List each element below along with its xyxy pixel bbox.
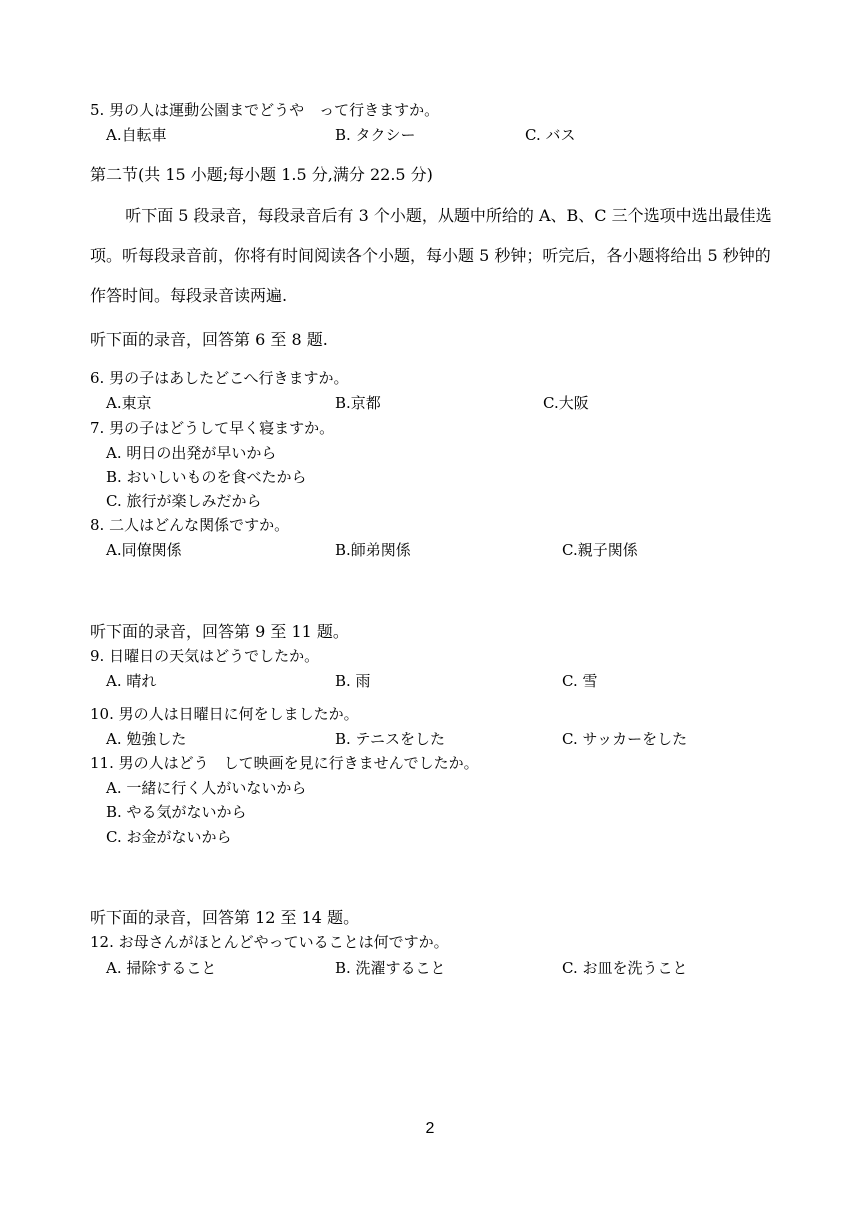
q9-option-b: B. 雨: [335, 672, 371, 690]
question-5: 5. 男の人は運動公園までどうや って行きますか。: [90, 101, 440, 119]
q7-option-a: A. 明日の出発が早いから: [106, 444, 277, 462]
q8-option-a: A.同僚関係: [106, 541, 182, 559]
q9-option-a: A. 晴れ: [106, 672, 157, 690]
q6-option-c: C.大阪: [543, 394, 589, 412]
q10-option-a: A. 勉強した: [106, 730, 187, 748]
q6-option-a: A.東京: [106, 394, 152, 412]
q5-option-a: A.自転車: [106, 126, 167, 144]
question-8: 8. 二人はどんな関係ですか。: [90, 516, 290, 534]
q8-option-b: B.師弟関係: [335, 541, 411, 559]
q9-option-c: C. 雪: [562, 672, 598, 690]
section-heading: 第二节(共 15 小题;每小题 1.5 分,满分 22.5 分): [90, 165, 433, 184]
question-6: 6. 男の子はあしたどこへ行きますか。: [90, 369, 349, 387]
q8-option-c: C.親子関係: [562, 541, 638, 559]
group-prompt-6-8: 听下面的录音，回答第 6 至 8 题.: [90, 330, 328, 349]
question-7: 7. 男の子はどうして早く寝ますか。: [90, 419, 335, 437]
group-prompt-12-14: 听下面的录音，回答第 12 至 14 题。: [90, 908, 360, 927]
q12-option-a: A. 掃除すること: [106, 959, 217, 977]
q11-option-a: A. 一緒に行く人がいないから: [106, 779, 307, 797]
q11-option-c: C. お金がないから: [106, 828, 232, 846]
page-number: 2: [425, 1120, 435, 1137]
q7-option-b: B. おいしいものを食べたから: [106, 468, 307, 486]
question-11: 11. 男の人はどう して映画を見に行きませんでしたか。: [90, 754, 479, 772]
group-prompt-9-11: 听下面的录音，回答第 9 至 11 题。: [90, 622, 349, 641]
q10-option-c: C. サッカーをした: [562, 730, 688, 748]
question-10: 10. 男の人は日曜日に何をしましたか。: [90, 705, 359, 723]
q12-option-c: C. お皿を洗うこと: [562, 959, 688, 977]
q12-option-b: B. 洗濯すること: [335, 959, 446, 977]
question-12: 12. お母さんがほとんどやっていることは何ですか。: [90, 933, 449, 951]
q10-option-b: B. テニスをした: [335, 730, 445, 748]
q11-option-b: B. やる気がないから: [106, 803, 247, 821]
question-9: 9. 日曜日の天気はどうでしたか。: [90, 647, 320, 665]
section-instructions: 听下面 5 段录音，每段录音后有 3 个小题，从题中所给的 A、B、C 三个选项中选出最佳选项。听每段录音前，你将有时间阅读各个小题，每小题 5 秒钟；听完后，各小题将给出 5 秒钟的作答时间。每段录音读两遍.: [90, 206, 772, 305]
q6-option-b: B.京都: [335, 394, 381, 412]
q5-option-b: B. タクシー: [335, 126, 416, 144]
q7-option-c: C. 旅行が楽しみだから: [106, 492, 262, 510]
q5-option-c: C. バス: [525, 126, 576, 144]
